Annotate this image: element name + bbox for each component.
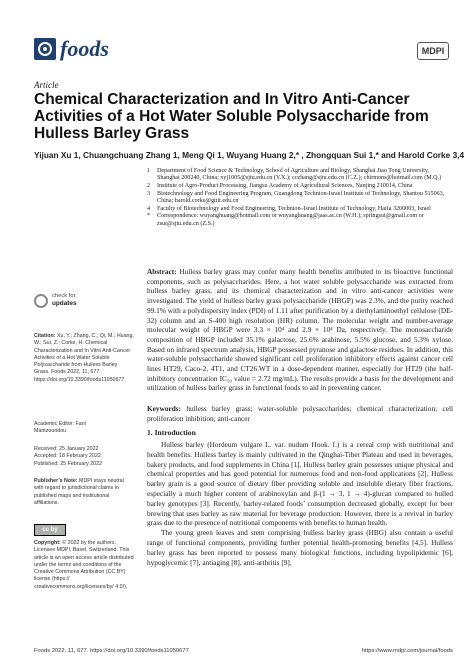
affiliation-text: Correspondence: wuyanghuang@hotmail.com or wuyanghuang@jaas.ac.cn (W.H.); springsui@gmail.com or zsui@sjtu.edu.cn (Z.S.) bbox=[157, 213, 424, 227]
publisher-logo[interactable]: MDPI bbox=[417, 42, 449, 60]
introduction-body bbox=[147, 440, 453, 567]
abstract-text: Hulless barley grass may confer many health benefits attributed to its bioactive functional components, such as polysaccharides. Here, a hot water soluble polysaccharide was extracted from hulless barley grass, and its chemical characterization and in vitro anti-cancer activities were investigated. The yield of hulless barley grass polysaccharide (HBGP) was 2.3%, and the purity reached 99.1% with a polydispersity index (PDI) of 1.11 after purification by a diethylaminoethyl cellulose (DE-32) column and an S-400 high resolution (HR) column. The molecular weight and number-average molecular weight of HBGP were 3.3 × 10⁴ and 2.9 × 10⁴ Da, respectively. The monosaccharide composition of HBGP included 35.1% galactose, 25.6% arabinose, 5.5% glucose, and 5.3% xylose. Based on infrared spectrum analysis, HBGP possessed pyranose and galactose residues. In addition, this water-soluble polysaccharide showed significant cell proliferation inhibitory effects against cancer cell lines HT29, Caco-2, 4T1, and CT26.WT in a dose-dependent manner, especially for HT29 (the half-inhibitory concentration IC₅₀ value = 2.72 mg/mL). The results provide a basis for the development and utilization of hulless barley grass in functional foods to aid in preventing cancer. bbox=[147, 267, 453, 393]
affiliation-item bbox=[147, 191, 452, 206]
affiliation-text: Institute of Agro-Product Processing, Jiangsu Academy of Agricultural Sciences, Nanjing 210014, China bbox=[157, 182, 413, 189]
copyright-text: © 2022 by the authors. Licensee MDPI, Basel, Switzerland. This article is an open access article distributed under the terms and conditions of the Creative Commons Attribution (CC BY) license (https:// creativecommons.org/licenses/by/ 4.0/). bbox=[34, 540, 134, 590]
citation-text: Xu, Y.; Zhang, C.; Qi, M.; Huang, W.; Sui, Z.; Corke, H. Chemical Characterization and In Vitro Anti-Cancer Activities of a Hot Water Soluble Polysaccharide from Hulless Barley Grass. Foods 2022, 11, 677. https://doi.org/10.3390/foods11050677 bbox=[34, 333, 134, 383]
abstract-label: Abstract: bbox=[147, 267, 177, 276]
affiliation-text: Faculty of Biotechnology and Food Engineering, Technion–Israel Institute of Technology, Haifa 3200003, Israel bbox=[157, 205, 431, 212]
article-type: Article bbox=[34, 80, 59, 90]
citation-block bbox=[34, 333, 134, 384]
affiliations bbox=[147, 168, 452, 228]
keywords-label: Keywords: bbox=[147, 404, 182, 413]
journal-name[interactable]: foods bbox=[60, 36, 109, 61]
editor-label: Academic Editor: Fani bbox=[34, 421, 86, 427]
footer-journal-link[interactable]: https://www.mdpi.com/journal/foods bbox=[361, 648, 453, 654]
intro-paragraph-2: The young green leaves and stem comprising hulless barley grass (HBG) also contain a useful range of functional components, providing further potential health-promoting benefits [4,5]. Hulless barley grass has been reported to possess many biological functions, including hypolipidemic [6], hypoglycemic [7], antiaging [8], anti-arthritis [9], bbox=[147, 528, 453, 567]
affiliation-number: 1 bbox=[147, 168, 151, 174]
copyright-block bbox=[34, 540, 134, 591]
affiliation-text: Department of Food Science & Technology, School of Agriculture and Biology, Shanghai Jiao Tong University, Shanghai 200240, China; xyj1005@sjtu.edu.cn (Y.X.); cczhang@sjtu.edu.cn (C.Z.); chirmons@hotmail.com (M.Q.) bbox=[157, 168, 442, 182]
copyright-label: Copyright: bbox=[34, 540, 61, 546]
academic-editor bbox=[34, 421, 134, 436]
journal-logo-icon bbox=[34, 38, 56, 60]
editor-name: Mantzouridou bbox=[34, 428, 67, 435]
publication-dates bbox=[34, 446, 134, 468]
section-heading-introduction: 1. Introduction bbox=[147, 428, 196, 437]
abstract bbox=[147, 267, 453, 393]
affiliation-number: * bbox=[147, 213, 151, 220]
cc-license-icon[interactable]: cc by bbox=[34, 524, 66, 536]
footer-citation[interactable]: Foods 2022, 11, 677. https://doi.org/10.3390/foods11050677 bbox=[34, 648, 189, 654]
publisher-text: MDPI stays neutral with regard to jurisdictional claims in published maps and institutional affiliations. bbox=[34, 478, 124, 506]
authors-text: Yijuan Xu 1, Chuangchuang Zhang 1, Meng Qi 1, Wuyang Huang 2,* , Zhongquan Sui 1,* and Harold Corke 3,4 bbox=[34, 150, 465, 160]
check-for-updates-button[interactable] bbox=[52, 293, 77, 308]
paper-title: Chemical Characterization and In Vitro Anti-Cancer Activities of a Hot Water Soluble Polysaccharide from Hulless Barley Grass bbox=[34, 91, 429, 142]
citation-label: Citation: bbox=[34, 333, 56, 339]
affiliation-number: 2 bbox=[147, 182, 151, 189]
affiliation-item bbox=[147, 213, 452, 228]
check-line2: updates bbox=[52, 300, 77, 307]
author-list bbox=[34, 150, 465, 160]
received-date: Received: 25 January 2022 bbox=[34, 446, 99, 452]
affiliation-number: 4 bbox=[147, 205, 151, 212]
publisher-note bbox=[34, 478, 134, 507]
affiliation-item bbox=[147, 183, 452, 190]
published-date: Published: 25 February 2022 bbox=[34, 460, 103, 467]
check-line1: check for bbox=[52, 293, 76, 299]
accepted-date: Accepted: 18 February 2022 bbox=[34, 453, 101, 460]
publisher-label: Publisher’s Note: bbox=[34, 478, 78, 484]
keywords bbox=[147, 404, 453, 423]
keywords-text: hulless barley grass; water-soluble polysaccharides; chemical characterization; cell proliferation inhibition; anti-cancer bbox=[147, 404, 453, 423]
affiliation-text: Biotechnology and Food Engineering Program, Guangdong Technion-Israel Institute of Technology, Shantou 515063, China; harold.corke@gtiit.edu.cn bbox=[157, 190, 445, 204]
affiliation-number: 3 bbox=[147, 190, 151, 197]
affiliation-item bbox=[147, 168, 452, 183]
affiliation-item bbox=[147, 206, 452, 213]
intro-paragraph-1: Hulless barley (Hordeum vulgare L. var. nudum Hook. f.) is a cereal crop with nutritional and health benefits. Hulless barley is mainly cultivated in the Qinghai-Tibet Plateau and used in beverages, bakery products, and food supplements in China [1]. Hulless barley grain possesses unique physical and chemical properties and has good potential for numerous food and non-food applications [2]. Hulless barley grain is a good source of dietary fiber providing soluble and insoluble dietary fiber fractions, especially a much higher content of arabinoxylan and β-(1 → 3, 1 → 4)-glucan compared to hulled barley genotypes [3]. Recently, barley-related foods’ consumption decreased globally, except for beer brewing that uses barley as raw material for beverage production. However, there is a revival in barley grass due to the presence of nutritional components with benefits to human health. bbox=[147, 440, 453, 528]
check-for-updates-icon[interactable] bbox=[34, 294, 48, 308]
